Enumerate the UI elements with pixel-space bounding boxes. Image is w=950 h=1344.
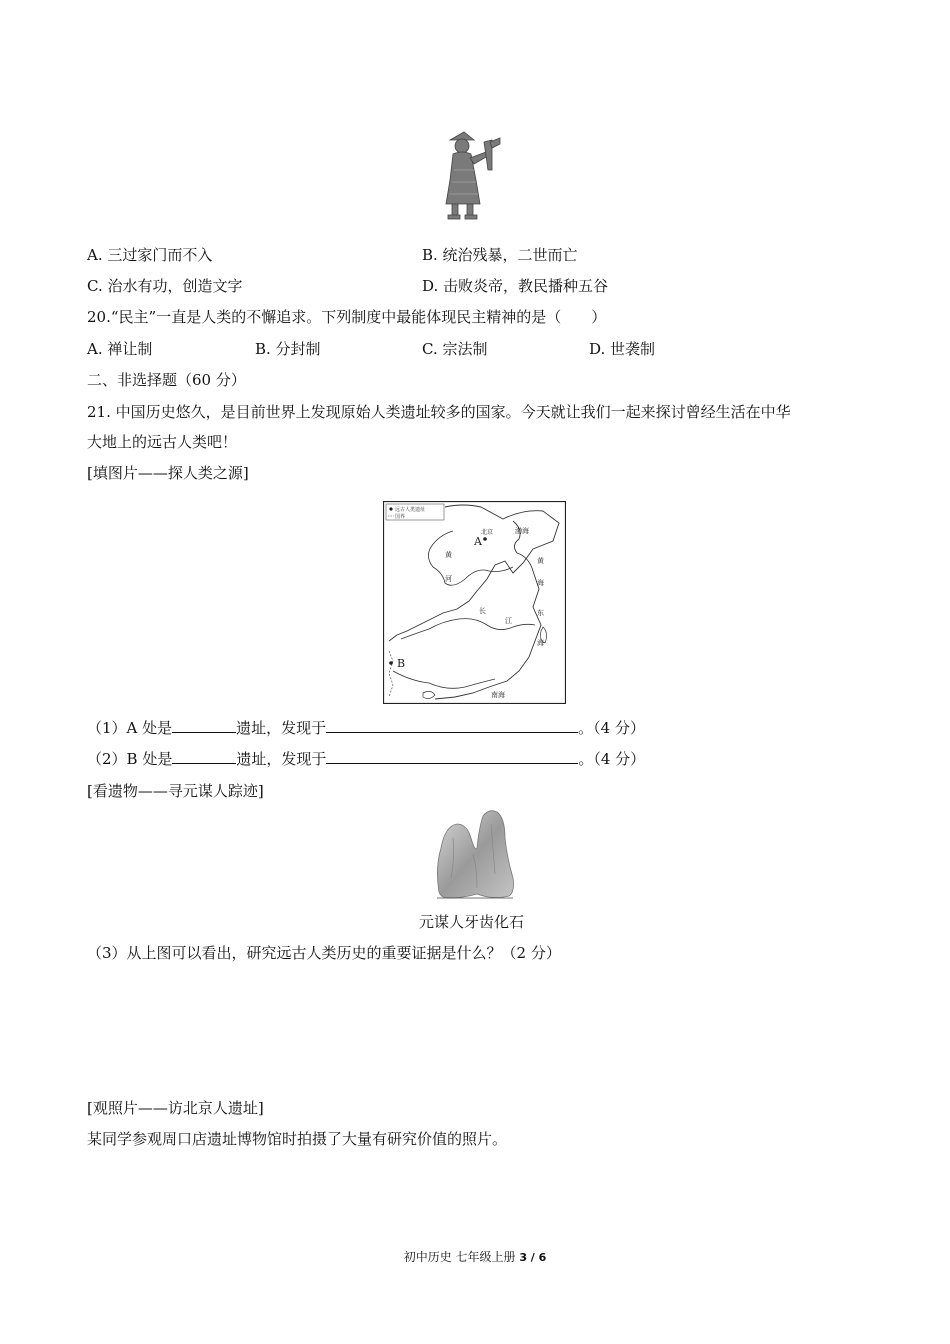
q21-sub1: [87, 718, 645, 738]
part3-heading: [观照片——访北京人遗址]: [87, 1099, 264, 1117]
legend-label-sites: 远古人类遗址: [395, 507, 426, 513]
q20-option-d: D. 世袭制: [589, 340, 656, 358]
tooth-caption: 元谋人牙齿化石: [419, 913, 525, 931]
map-label-changjiang-2: 江: [505, 617, 512, 625]
part1-heading: [填图片——探人类之源]: [87, 464, 249, 482]
map-label-changjiang-1: 长: [479, 607, 486, 615]
tooth-fossil-image: [433, 808, 517, 900]
map-label-b: B: [397, 657, 406, 670]
map-label-donghai-2: 海: [537, 639, 544, 647]
map-label-huanghai-1: 黄: [537, 557, 544, 565]
page-footer: [0, 1249, 950, 1266]
map-label-donghai-1: 东: [537, 609, 544, 617]
q21-stem-line-1: 21. 中国历史悠久，是目前世界上发现原始人类遗址较多的国家。今天就让我们一起来探讨曾经生活在中华: [87, 403, 791, 421]
q21-sub2: [87, 749, 645, 769]
map-label-huanghai-2: 海: [537, 579, 544, 587]
footer-page-number: 3 / 6: [519, 1251, 547, 1264]
q20-option-c: C. 宗法制: [422, 340, 488, 358]
q21-sub1-blank-place[interactable]: [326, 718, 578, 733]
q21-sub2-blank-site[interactable]: [172, 749, 236, 764]
china-map-image: [383, 501, 566, 704]
q21-sub2-prefix: （2）B 处是: [87, 750, 173, 768]
section-title: 二、非选择题（60 分）: [87, 371, 246, 389]
map-label-nanhai: 南海: [491, 691, 505, 699]
map-label-bohai: 渤海: [515, 527, 529, 535]
q21-sub1-blank-site[interactable]: [172, 718, 236, 733]
part2-heading: [看遗物——寻元谋人踪迹]: [87, 782, 264, 800]
footer-text: 初中历史 七年级上册: [403, 1250, 520, 1264]
map-label-beijing: 北京: [481, 529, 494, 536]
q20-option-b: B. 分封制: [255, 340, 321, 358]
ancient-figure-image: [440, 130, 504, 222]
q19-option-a: A. 三过家门而不入: [87, 246, 213, 264]
part3-text: 某同学参观周口店遗址博物馆时拍摄了大量有研究价值的照片。: [87, 1130, 508, 1148]
q21-sub1-suffix: 。（4 分）: [578, 719, 645, 737]
q21-stem-line-2: 大地上的远古人类吧！: [87, 433, 238, 451]
q19-option-b: B. 统治残暴，二世而亡: [422, 246, 578, 264]
q21-sub2-suffix: 。（4 分）: [578, 750, 646, 768]
map-label-huanghe-2: 河: [445, 575, 452, 583]
map-label-a: A: [474, 535, 482, 548]
legend-label-border: 国界: [395, 514, 406, 520]
map-label-huanghe-1: 黄: [445, 551, 452, 559]
q20-stem: 20.“民主”一直是人类的不懈追求。下列制度中最能体现民主精神的是（ ）: [87, 308, 607, 326]
q21-sub2-blank-place[interactable]: [326, 749, 578, 764]
q21-sub2-mid: 遗址，发现于: [236, 750, 327, 768]
q19-option-d: D. 击败炎帝，教民播种五谷: [422, 277, 609, 295]
q20-option-a: A. 禅让制: [87, 340, 153, 358]
q19-option-c: C. 治水有功，创造文字: [87, 277, 243, 295]
q21-sub1-mid: 遗址，发现于: [236, 719, 327, 737]
q21-sub3: （3）从上图可以看出，研究远古人类历史的重要证据是什么？（2 分）: [87, 944, 561, 962]
q21-sub1-prefix: （1）A 处是: [87, 719, 173, 737]
